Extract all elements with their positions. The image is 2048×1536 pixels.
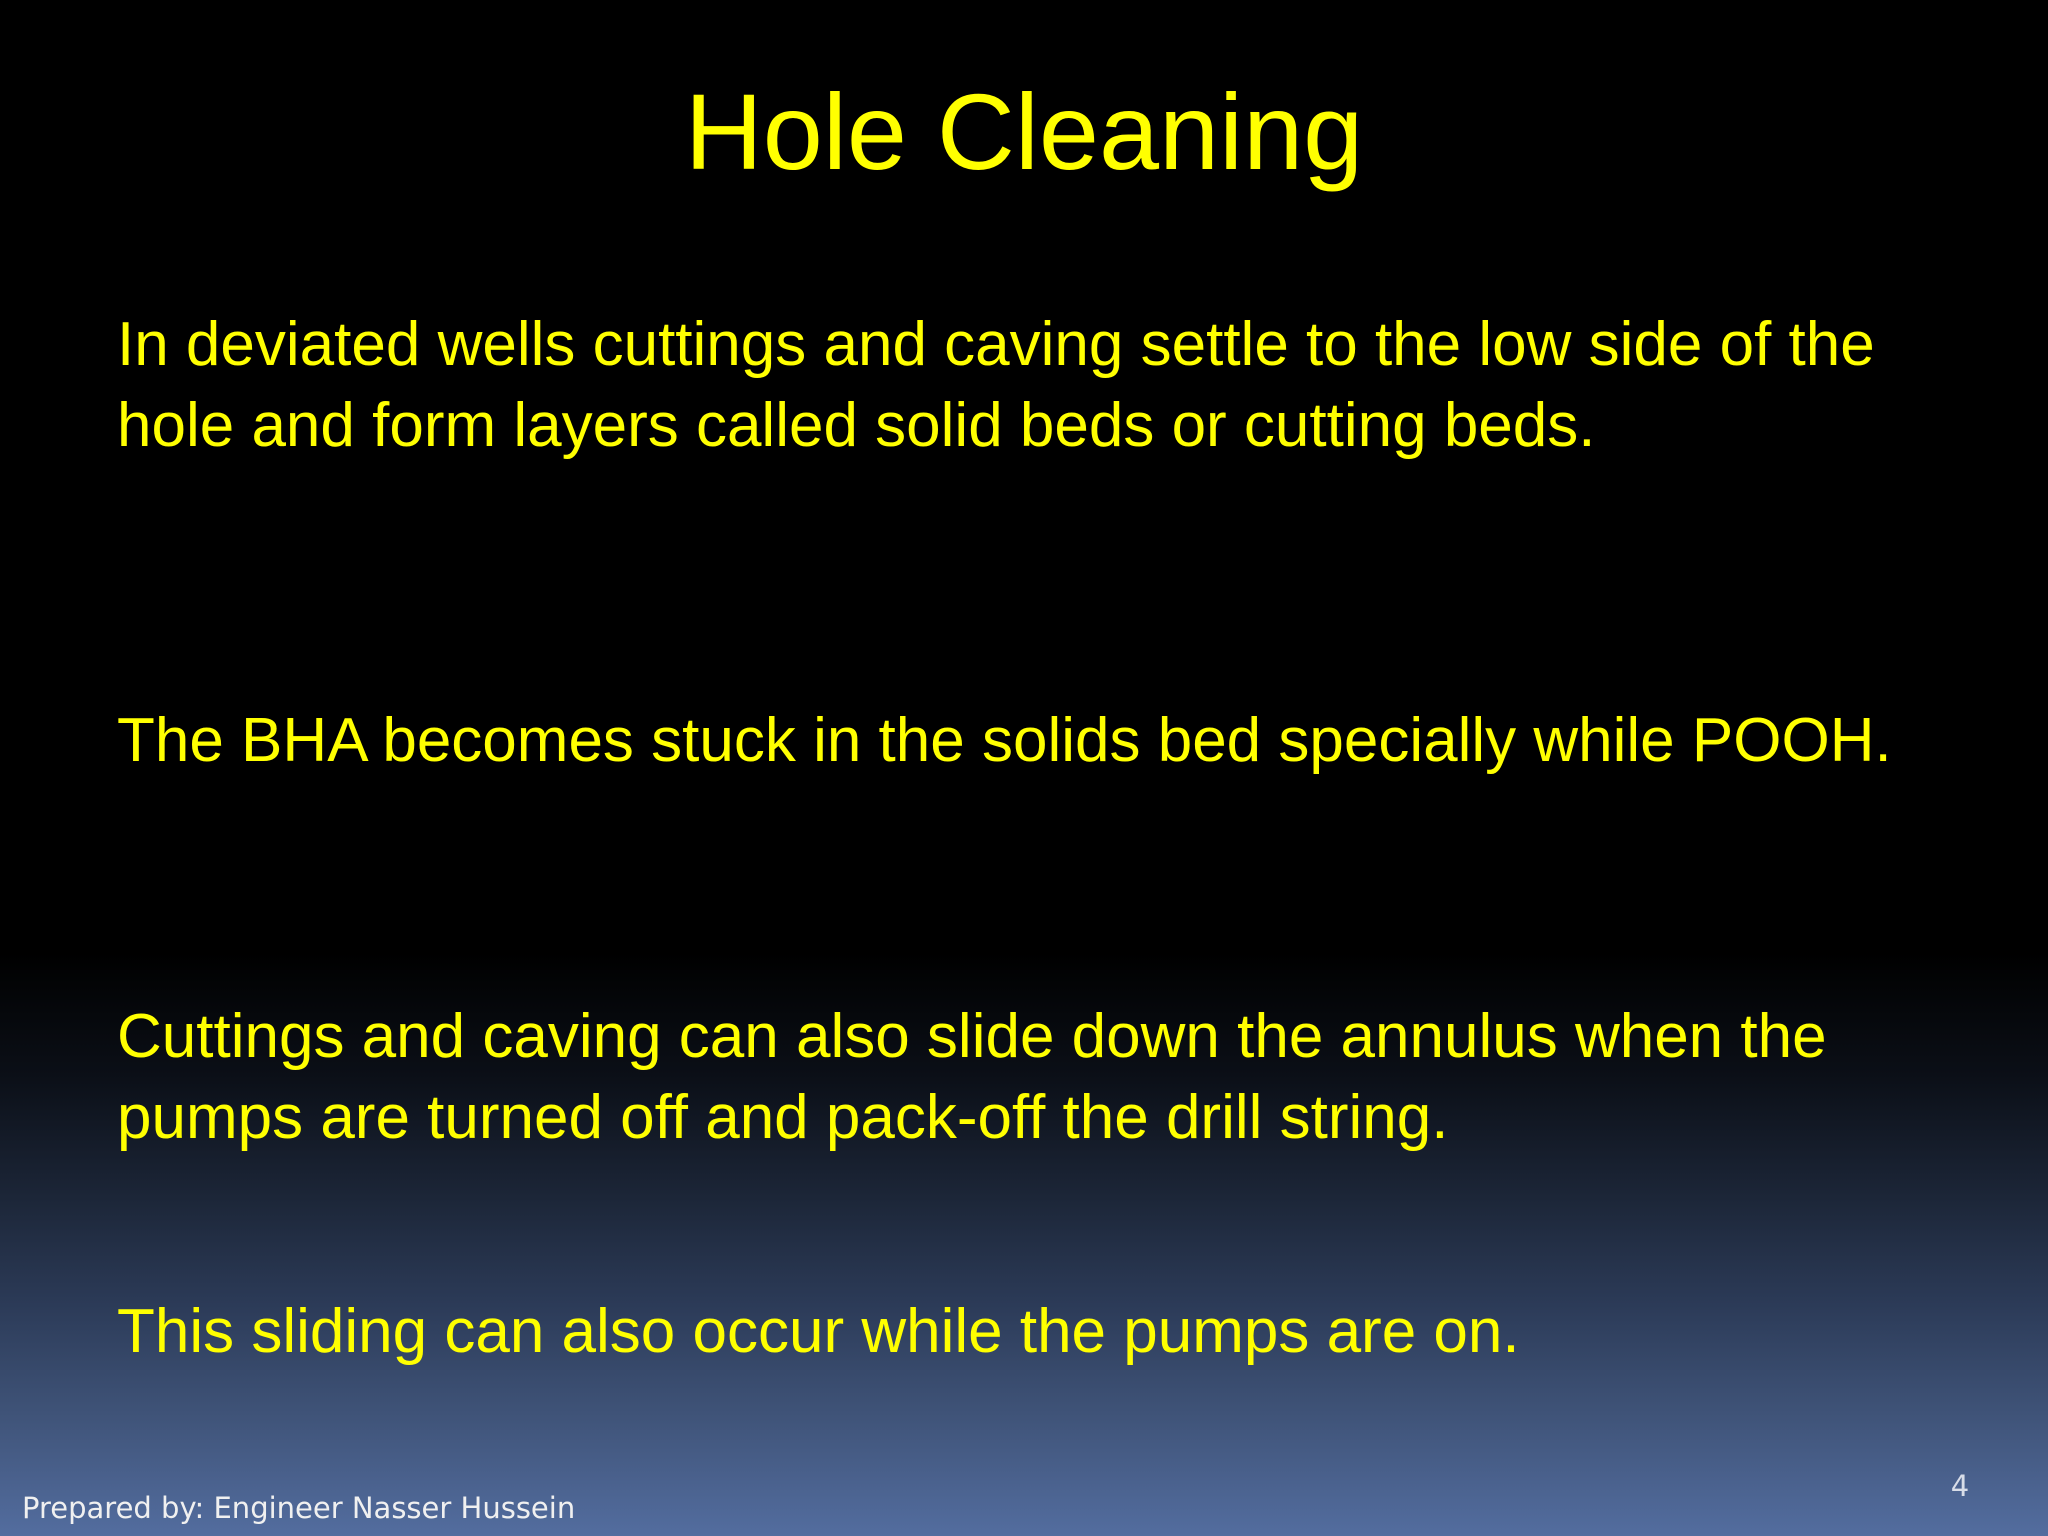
- paragraph-sliding-pumps-on: This sliding can also occur while the pumps are on.: [117, 1297, 1520, 1366]
- paragraph-sliding-annulus: Cuttings and caving can also slide down the annulus when the pumps are turned off and pack-off the drill string.: [117, 1002, 1827, 1152]
- footer-prepared-by: Prepared by: Engineer Nasser Hussein: [22, 1491, 576, 1525]
- paragraph-cutting-beds: In deviated wells cuttings and caving settle to the low side of the hole and form layers called solid beds or cutting beds.: [117, 310, 1875, 460]
- paragraph-bha-stuck: The BHA becomes stuck in the solids bed specially while POOH.: [117, 706, 1892, 775]
- page-number: 4: [1950, 1469, 1970, 1503]
- slide-title: Hole Cleaning: [684, 71, 1364, 192]
